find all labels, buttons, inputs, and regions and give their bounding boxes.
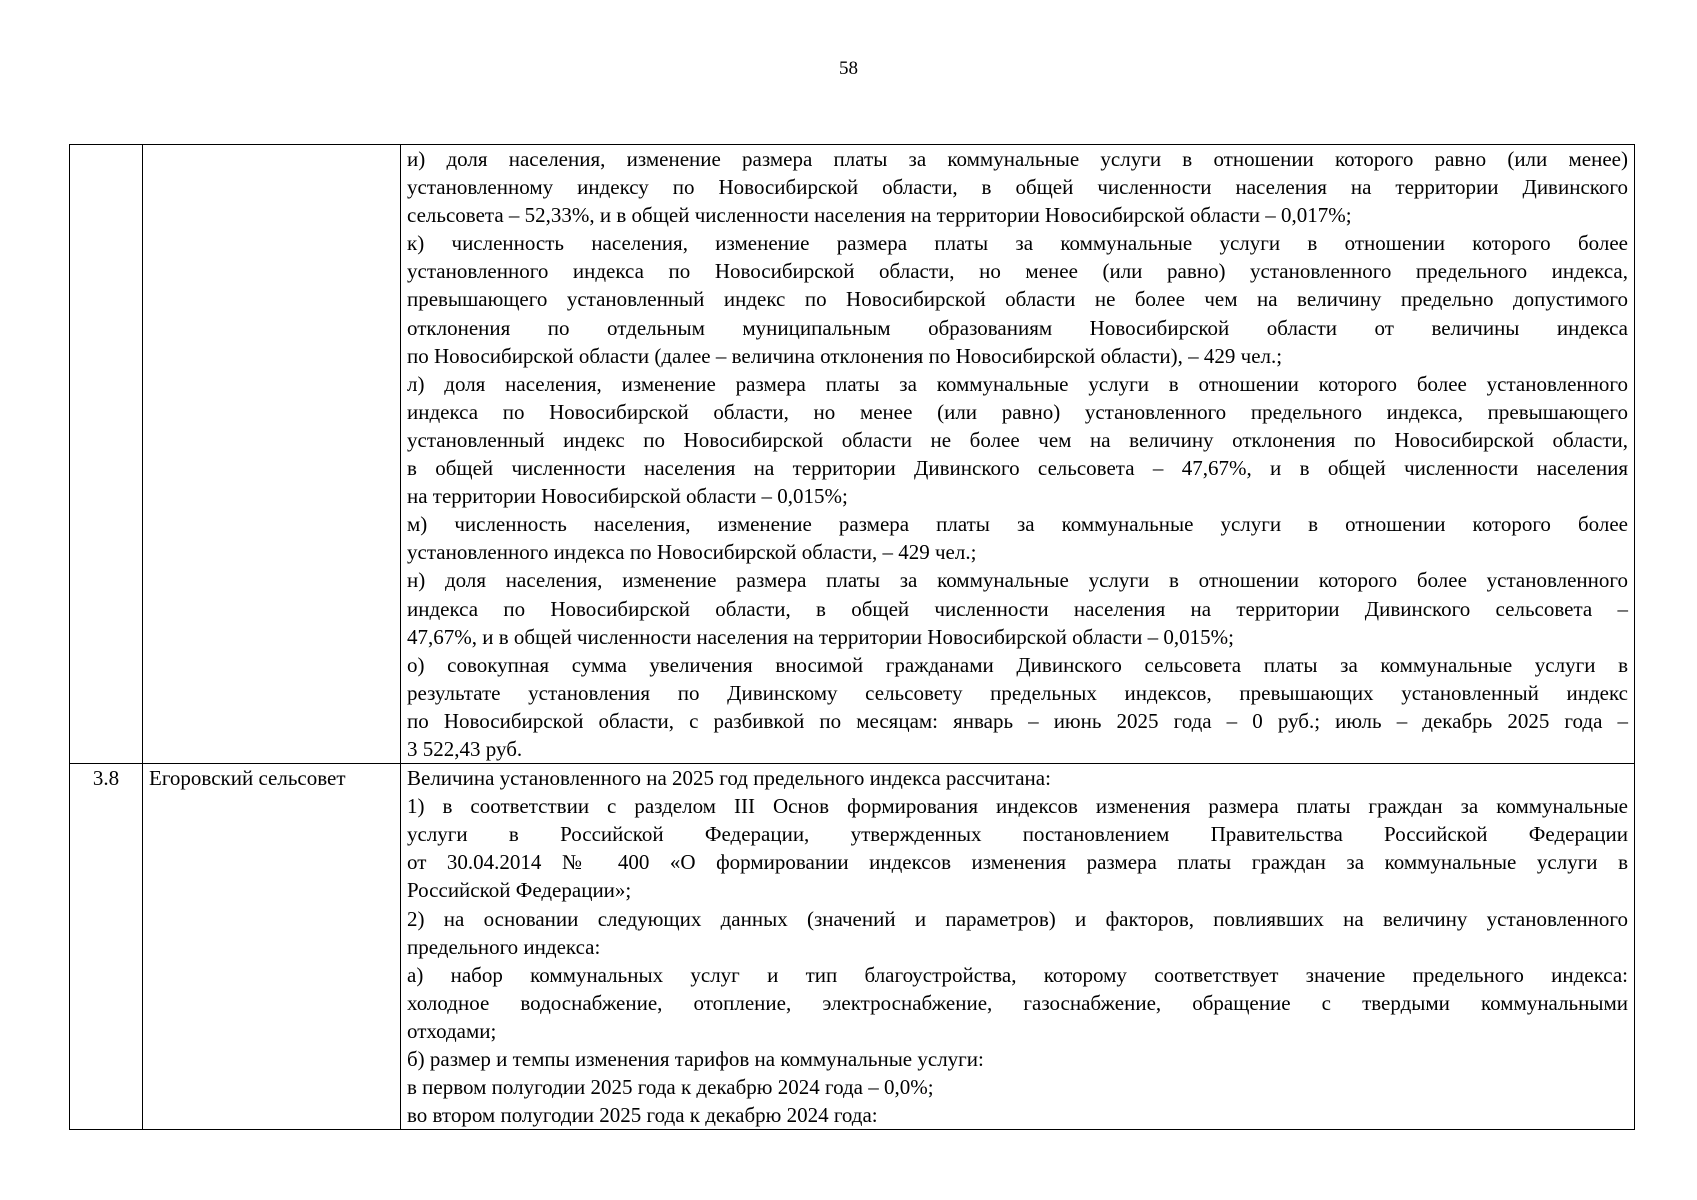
text-line: л) доля населения, изменение размера платы за коммунальные услуги в отношении которого более установленного bbox=[407, 371, 1628, 396]
text-line: 47,67%, и в общей численности населения на территории Новосибирской области – 0,015%; bbox=[407, 624, 1234, 649]
document-table-body bbox=[70, 145, 1635, 1130]
text-line: 1) в соответствии с разделом III Основ формирования индексов изменения размера платы граждан за коммунальные bbox=[407, 794, 1628, 819]
description-cell bbox=[401, 145, 1635, 764]
text-line: превышающего установленный индекс по Новосибирской области не более чем на величину предельно допустимого bbox=[407, 287, 1628, 312]
text-line: а) набор коммунальных услуг и тип благоустройства, которому соответствует значение предельного индекса: bbox=[407, 962, 1628, 987]
row-number-cell: 3.8 bbox=[70, 764, 143, 1130]
text-line: о) совокупная сумма увеличения вносимой гражданами Дивинского сельсовета платы за коммунальные услуги в bbox=[407, 652, 1628, 677]
text-line: отклонения по отдельным муниципальным образованиям Новосибирской области от величины индекса bbox=[407, 315, 1628, 340]
text-line: индекса по Новосибирской области, но менее (или равно) установленного предельного индекса, превышающего bbox=[407, 399, 1628, 424]
text-line: во втором полугодии 2025 года к декабрю 2024 года: bbox=[407, 1103, 878, 1128]
text-line: установленному индексу по Новосибирской области, в общей численности населения на территории Дивинского bbox=[407, 175, 1628, 200]
text-line: 2) на основании следующих данных (значений и параметров) и факторов, повлиявших на величину установленного bbox=[407, 906, 1628, 931]
text-line: холодное водоснабжение, отопление, электроснабжение, газоснабжение, обращение с твердыми коммунальными bbox=[407, 990, 1628, 1015]
table-row bbox=[70, 764, 1635, 1130]
page-number: 58 bbox=[839, 58, 858, 79]
text-line: по Новосибирской области, с разбивкой по месяцам: январь – июнь 2025 года – 0 руб.; июль – декабрь 2025 года – bbox=[407, 708, 1628, 733]
text-line: индекса по Новосибирской области, в общей численности населения на территории Дивинского сельсовета – bbox=[407, 596, 1628, 621]
text-line: установленного индекса по Новосибирской области, но менее (или равно) установленного предельного индекса, bbox=[407, 259, 1628, 284]
text-line: в общей численности населения на территории Дивинского сельсовета – 47,67%, и в общей численности населения bbox=[407, 456, 1628, 481]
text-line: от 30.04.2014 № 400 «О формировании индексов изменения размера платы граждан за коммунальные услуги в bbox=[407, 850, 1628, 875]
text-line: в первом полугодии 2025 года к декабрю 2024 года – 0,0%; bbox=[407, 1075, 934, 1100]
text-line: на территории Новосибирской области – 0,015%; bbox=[407, 484, 848, 509]
document-table bbox=[69, 144, 1635, 1130]
text-line: н) доля населения, изменение размера платы за коммунальные услуги в отношении которого более установленного bbox=[407, 568, 1628, 593]
text-line: сельсовета – 52,33%, и в общей численности населения на территории Новосибирской области – 0,017%; bbox=[407, 203, 1352, 228]
text-line: Российской Федерации»; bbox=[407, 878, 632, 903]
text-line: результате установления по Дивинскому сельсовету предельных индексов, превышающих установленный индекс bbox=[407, 680, 1628, 705]
description-cell bbox=[401, 764, 1635, 1130]
text-line: и) доля населения, изменение размера платы за коммунальные услуги в отношении которого равно (или менее) bbox=[407, 147, 1628, 171]
municipality-name-cell bbox=[143, 145, 401, 764]
text-line: установленного индекса по Новосибирской области, – 429 чел.; bbox=[407, 540, 977, 565]
text-line: б) размер и темпы изменения тарифов на коммунальные услуги: bbox=[407, 1047, 984, 1071]
text-line: Величина установленного на 2025 год предельного индекса рассчитана: bbox=[407, 766, 1051, 791]
text-line: к) численность населения, изменение размера платы за коммунальные услуги в отношении которого более bbox=[407, 231, 1628, 256]
municipality-name-cell: Егоровский сельсовет bbox=[143, 764, 401, 1130]
row-number-cell bbox=[70, 145, 143, 764]
text-line: предельного индекса: bbox=[407, 934, 601, 959]
text-line: услуги в Российской Федерации, утвержденных постановлением Правительства Российской Федерации bbox=[407, 822, 1628, 847]
text-line: по Новосибирской области (далее – величина отклонения по Новосибирской области), – 429 чел.; bbox=[407, 343, 1283, 368]
text-line: установленный индекс по Новосибирской области не более чем на величину отклонения по Новосибирской области, bbox=[407, 427, 1628, 452]
text-line: отходами; bbox=[407, 1018, 497, 1043]
text-line: 3 522,43 руб. bbox=[407, 736, 523, 761]
table-row bbox=[70, 145, 1635, 764]
text-line: м) численность населения, изменение размера платы за коммунальные услуги в отношении которого более bbox=[407, 512, 1628, 537]
